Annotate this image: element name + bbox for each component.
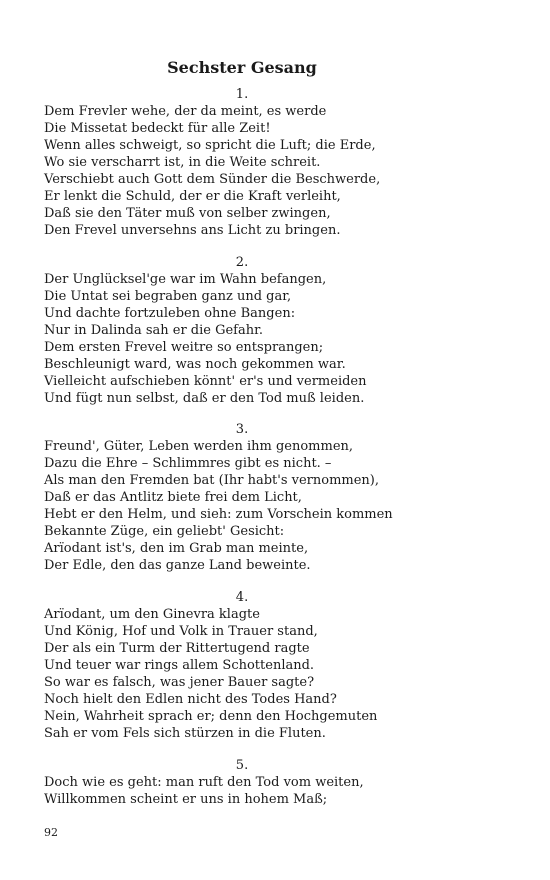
stanza-number: 4.: [235, 590, 249, 605]
verse-line: Der Unglücksel'ge war im Wahn befangen,: [44, 272, 327, 287]
verse-line: Dem Frevler wehe, der da meint, es werde: [44, 104, 327, 119]
verse-line: Als man den Fremden bat (Ihr habt's vernommen),: [44, 473, 380, 488]
stanza-number: 5.: [235, 758, 249, 773]
page-title: Sechster Gesang: [167, 58, 317, 77]
verse-line: Dazu die Ehre – Schlimmres gibt es nicht. –: [44, 456, 332, 471]
verse-line: Nur in Dalinda sah er die Gefahr.: [44, 323, 264, 338]
verse-line: Und teuer war rings allem Schottenland.: [44, 658, 315, 673]
page-number: 92: [44, 826, 58, 839]
verse-line: Doch wie es geht: man ruft den Tod vom weiten,: [44, 775, 364, 790]
stanza: [44, 254, 444, 407]
stanza: [44, 86, 444, 239]
verse-line: Wenn alles schweigt, so spricht die Luft; die Erde,: [44, 138, 376, 153]
verse-line: Und dachte fortzuleben ohne Bangen:: [44, 306, 296, 321]
verse-line: Er lenkt die Schuld, der er die Kraft verleiht,: [44, 189, 341, 204]
verse-line: Sah er vom Fels sich stürzen in die Fluten.: [44, 726, 326, 741]
stanza: [44, 421, 444, 574]
verse-line: Daß er das Antlitz biete frei dem Licht,: [44, 490, 302, 505]
verse-line: Der Edle, den das ganze Land beweinte.: [44, 558, 311, 573]
stanza: [44, 589, 444, 742]
verse-line: Verschiebt auch Gott dem Sünder die Beschwerde,: [44, 172, 381, 187]
verse-line: Beschleunigt ward, was noch gekommen war.: [44, 357, 346, 372]
verse-line: Und König, Hof und Volk in Trauer stand,: [44, 624, 318, 639]
verse-line: Vielleicht aufschieben könnt' er's und vermeiden: [44, 374, 367, 389]
verse-line: Die Missetat bedeckt für alle Zeit!: [44, 121, 271, 136]
verse-line: So war es falsch, was jener Bauer sagte?: [44, 675, 315, 690]
stanza-number: 3.: [235, 422, 249, 437]
verse-line: Dem ersten Frevel weitre so entsprangen;: [44, 340, 324, 355]
verse-line: Den Frevel unversehns ans Licht zu bringen.: [44, 223, 341, 238]
verse-line: Bekannte Züge, ein geliebt' Gesicht:: [44, 524, 285, 539]
verse-line: Hebt er den Helm, und sieh: zum Vorschein kommen: [44, 507, 393, 522]
verse-line: Und fügt nun selbst, daß er den Tod muß leiden.: [44, 391, 365, 406]
verse-line: Die Untat sei begraben ganz und gar,: [44, 289, 292, 304]
verse-line: Noch hielt den Edlen nicht des Todes Hand?: [44, 692, 337, 707]
stanza-number: 1.: [235, 87, 249, 102]
verse-line: Der als ein Turm der Rittertugend ragte: [44, 641, 310, 656]
verse-line: Nein, Wahrheit sprach er; denn den Hochgemuten: [44, 709, 378, 724]
verse-line: Willkommen scheint er uns in hohem Maß;: [44, 792, 328, 807]
verse-line: Arïodant, um den Ginevra klagte: [44, 607, 260, 622]
stanza-number: 2.: [235, 255, 249, 270]
verse-line: Arïodant ist's, den im Grab man meinte,: [44, 541, 309, 556]
verse-line: Freund', Güter, Leben werden ihm genommen,: [44, 439, 354, 454]
stanza: [44, 757, 444, 808]
verse-line: Daß sie den Täter muß von selber zwingen,: [44, 206, 331, 221]
verse-line: Wo sie verscharrt ist, in die Weite schreit.: [44, 155, 321, 170]
